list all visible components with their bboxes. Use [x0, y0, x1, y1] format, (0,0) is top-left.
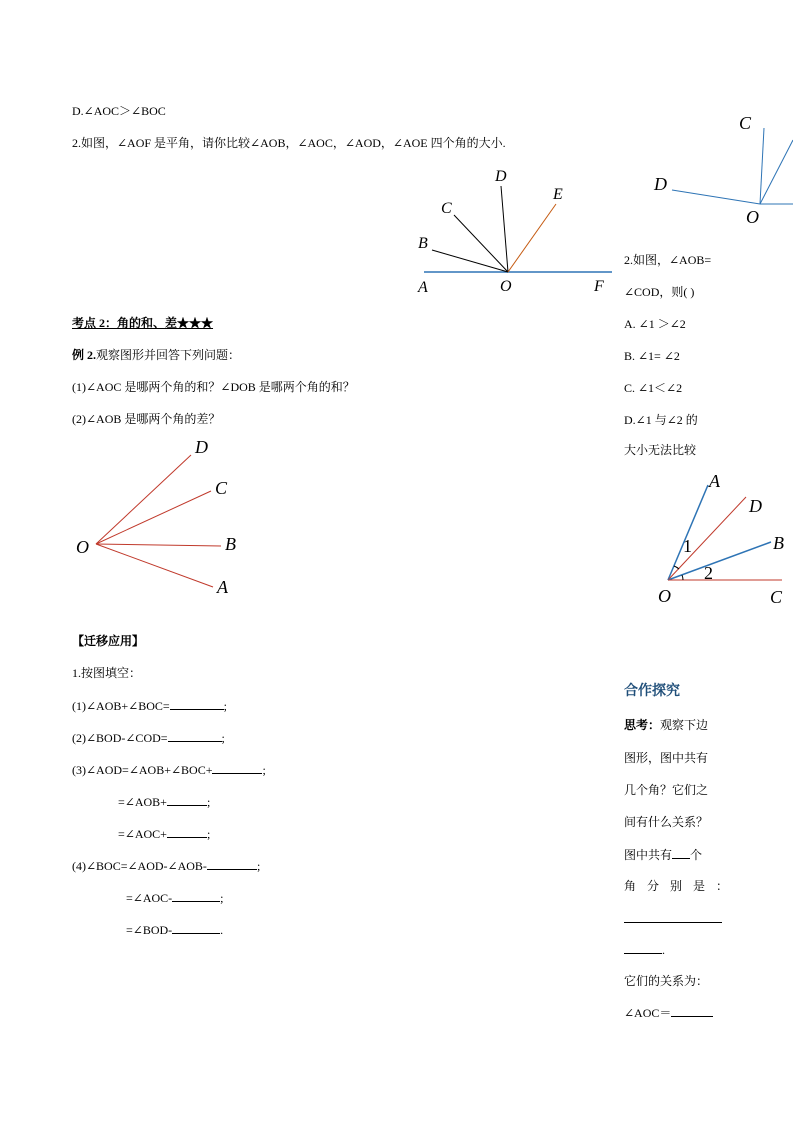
- think-label: 思考：: [624, 718, 661, 732]
- option-a: A. ∠1 ＞∠2: [624, 317, 686, 331]
- label-d: D: [495, 168, 507, 185]
- ray-oa: [668, 485, 708, 580]
- option-d-cont: 大小无法比较: [624, 443, 697, 457]
- semicolon: ;: [262, 763, 266, 777]
- think-line-4: 间有什么关系？: [624, 815, 709, 829]
- stars: ★★★: [177, 316, 214, 330]
- ray-ob: [96, 544, 221, 546]
- right-q2b: ∠COD，则( ): [624, 285, 695, 299]
- label-c: C: [739, 113, 752, 133]
- think-text-1: 观察下边: [660, 718, 709, 732]
- semicolon: ;: [220, 891, 224, 905]
- ray-od: [96, 455, 191, 544]
- example-q1: (1)∠AOC 是哪两个角的和？∠DOB 是哪两个角的和？: [72, 380, 355, 394]
- label-b: B: [773, 533, 784, 553]
- label-a: A: [217, 577, 228, 597]
- kaodian-text: 考点 2：角的和、差: [72, 316, 178, 330]
- ray-oc: [454, 215, 508, 272]
- label-b: B: [225, 534, 236, 554]
- figure-example-2: [76, 437, 236, 597]
- fill-3c-text: =∠AOC+: [118, 827, 167, 841]
- semicolon: ;: [223, 699, 227, 713]
- option-c: C. ∠1＜∠2: [624, 381, 683, 395]
- relation-line: 它们的关系为：: [624, 974, 709, 988]
- period: .: [662, 943, 665, 957]
- fill-3-text: (3)∠AOD=∠AOB+∠BOC+: [72, 763, 213, 777]
- ray-oa: [96, 544, 213, 587]
- example-q2: (2)∠AOB 是哪两个角的差？: [72, 412, 221, 426]
- fill-title: 1.按图填空：: [72, 666, 142, 680]
- semicolon: ;: [256, 859, 261, 873]
- label-o: O: [76, 537, 89, 557]
- angles-are: 角分别是：: [624, 879, 740, 893]
- ray-od: [672, 190, 760, 204]
- label-b: B: [418, 235, 428, 252]
- period: .: [220, 923, 224, 937]
- fill-1-text: (1)∠AOB+∠BOC=: [72, 699, 170, 713]
- label-o: O: [658, 586, 671, 606]
- transfer-title: 【迁移应用】: [72, 634, 145, 648]
- semicolon: ;: [206, 827, 211, 841]
- think-line-3: 几个角？它们之: [624, 783, 709, 797]
- label-o: O: [746, 207, 759, 227]
- fill-4c-text: =∠BOD-: [126, 923, 173, 937]
- aoc-eq-text: ∠AOC＝: [624, 1006, 672, 1020]
- ray-od: [501, 186, 508, 272]
- fill-2-text: (2)∠BOD-∠COD=: [72, 731, 168, 745]
- right-q2: 2.如图，∠AOB=: [624, 253, 712, 267]
- option-b: B. ∠1= ∠2: [624, 349, 680, 363]
- label-a: A: [418, 279, 428, 296]
- label-angle-2: 2: [704, 563, 713, 583]
- angle-arc-1: [674, 566, 679, 569]
- fill-4b-text: =∠AOC-: [126, 891, 173, 905]
- label-angle-1: 1: [683, 536, 692, 556]
- label-c: C: [215, 478, 228, 498]
- label-o: O: [500, 278, 512, 295]
- label-e: E: [553, 186, 563, 203]
- semicolon: ;: [206, 795, 211, 809]
- figure-angles-1-2: [658, 471, 784, 607]
- ray-oe: [508, 204, 556, 272]
- angle-arc-2: [682, 575, 683, 580]
- ray-partial: [760, 140, 793, 204]
- label-f: F: [594, 278, 604, 295]
- label-c: C: [770, 587, 783, 607]
- figure-top-right: [653, 113, 793, 227]
- label-d: D: [195, 437, 208, 457]
- count-suffix: 个: [690, 848, 703, 862]
- think-line-2: 图形，图中共有: [624, 751, 709, 765]
- fill-3b-text: =∠AOB+: [118, 795, 167, 809]
- label-d: D: [654, 174, 667, 194]
- coop-title: 合作探究: [624, 684, 680, 699]
- label-d: D: [749, 496, 762, 516]
- question-2: 2.如图，∠AOF 是平角，请你比较∠AOB，∠AOC，∠AOD，∠AOE 四个角的大小.: [72, 136, 506, 150]
- count-prefix: 图中共有: [624, 848, 673, 862]
- option-d-line: D.∠AOC＞∠BOC: [72, 104, 166, 118]
- ray-ob: [432, 250, 508, 272]
- figure-straight-angle: [417, 168, 612, 296]
- fill-4-text: (4)∠BOC=∠AOD-∠AOB-: [72, 859, 207, 873]
- example-label: 例 2.: [72, 348, 97, 362]
- ray-oc: [96, 491, 211, 544]
- example-text: 观察图形并回答下列问题：: [96, 348, 241, 362]
- option-d: D.∠1 与∠2 的: [624, 413, 698, 427]
- label-a: A: [709, 471, 720, 491]
- semicolon: ;: [221, 731, 225, 745]
- label-c: C: [441, 200, 452, 217]
- ray-oc: [760, 128, 764, 204]
